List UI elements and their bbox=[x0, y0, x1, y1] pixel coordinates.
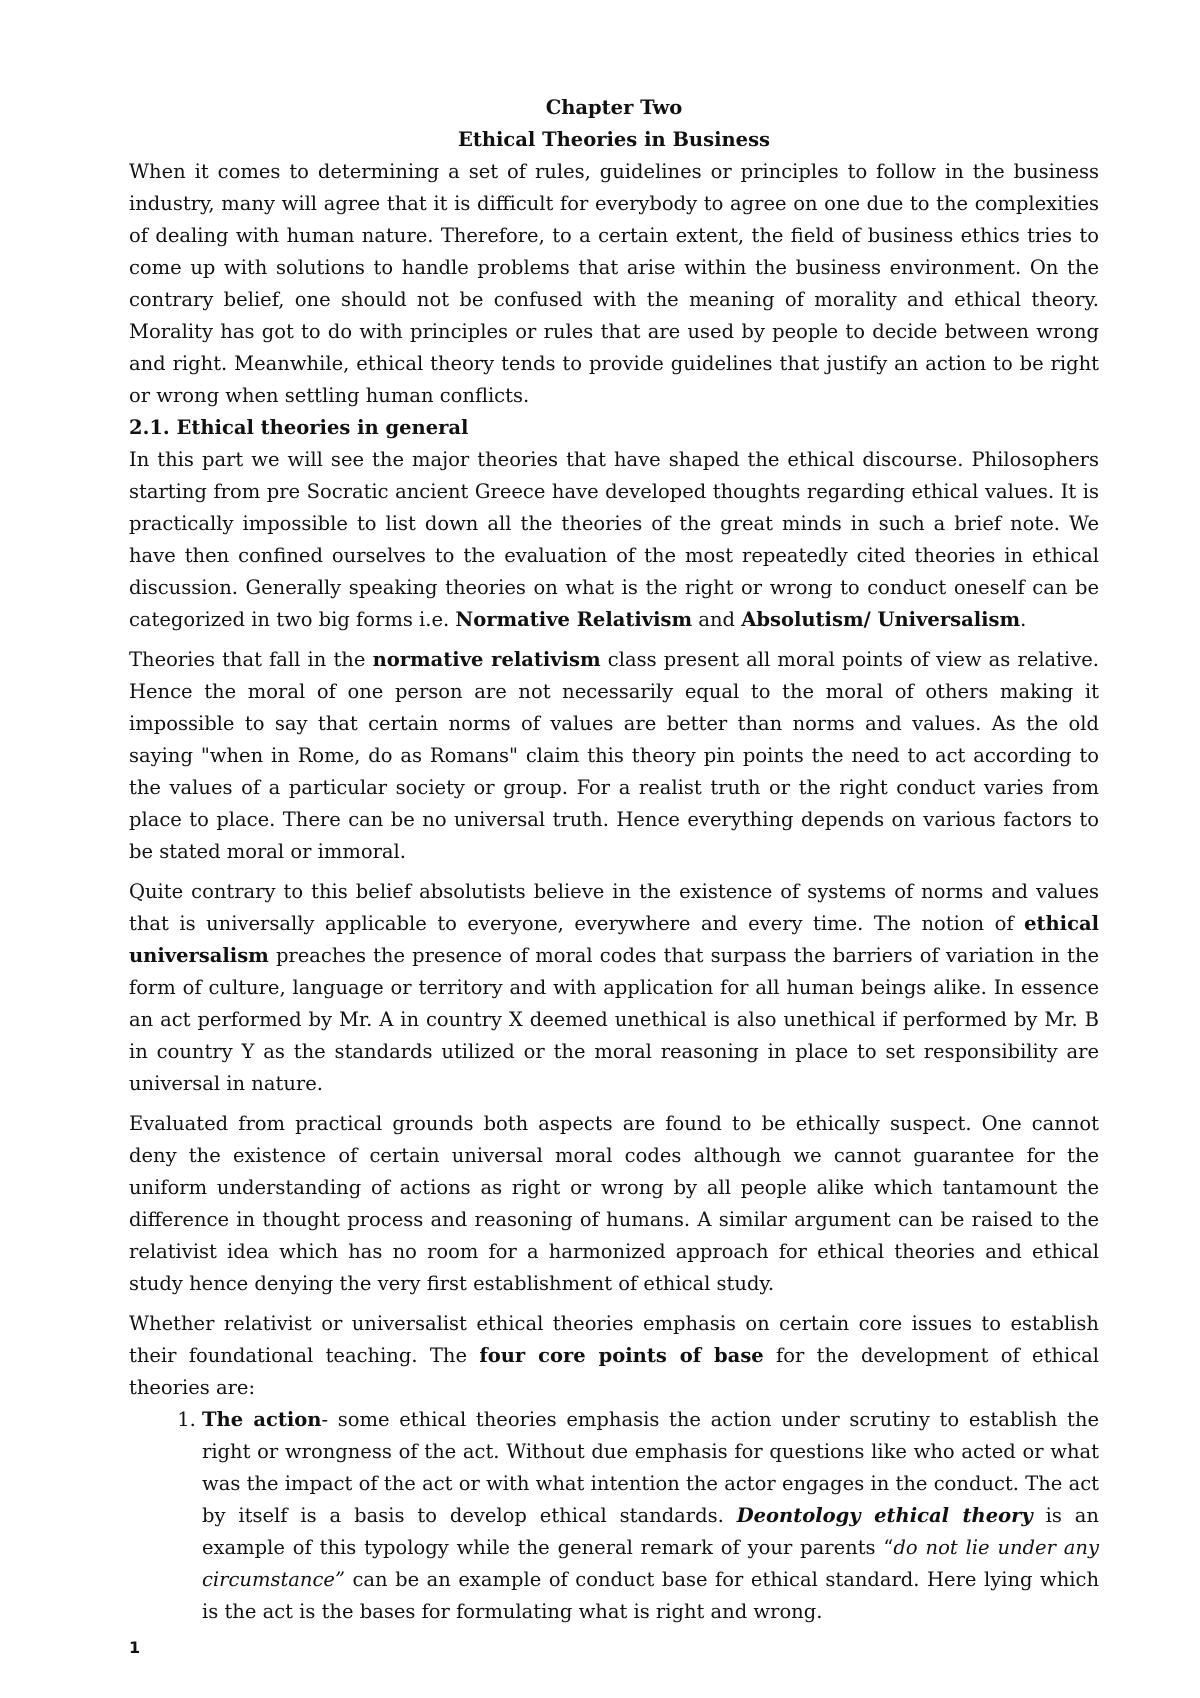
paragraph-text: . bbox=[1020, 608, 1027, 631]
chapter-label: Chapter Two bbox=[545, 96, 683, 119]
paragraph-text: Whether relativist or universalist ethical theories emphasis on certain core issues to establish their foundational teaching. The bbox=[129, 1312, 1099, 1367]
paragraph-evaluation: Evaluated from practical grounds both aspects are found to be ethically suspect. One cannot deny the existence of certain universal moral codes although we cannot guarantee for the uniform understanding of actions as right or wrong by all people alike which tantamount the difference in thought process and reasoning of humans. A similar argument can be raised to the relativist idea which has no room for a harmonized approach for ethical theories and ethical study hence denying the very first establishment of ethical study. bbox=[129, 1112, 1099, 1295]
paragraph-text: for the development of ethical theories are: bbox=[129, 1344, 1099, 1399]
paragraph-theories-overview bbox=[129, 444, 1099, 636]
term-normative-relativism: Normative Relativism bbox=[455, 608, 693, 631]
list-item-term: The action bbox=[202, 1408, 322, 1431]
intro-paragraph: When it comes to determining a set of rules, guidelines or principles to follow in the business industry, many will agree that it is difficult for everybody to agree on one due to the complexities of dealing with human nature. Therefore, to a certain extent, the field of business ethics tries to come up with solutions to handle problems that arise within the business environment. On the contrary belief, one should not be confused with the meaning of morality and ethical theory. Morality has got to do with principles or rules that are used by people to decide between wrong and right. Meanwhile, ethical theory tends to provide guidelines that justify an action to be right or wrong when settling human conflicts. bbox=[129, 160, 1099, 407]
paragraph-text: preaches the presence of moral codes that surpass the barriers of variation in the form of culture, language or territory and with application for all human beings alike. In essence an act performed by Mr. A in country X deemed unethical is also unethical if performed by Mr. B in country Y as the standards utilized or the moral reasoning in place to set responsibility are universal in nature. bbox=[129, 944, 1099, 1095]
list-item-text: is an example of this typology while the general remark of your parents “ bbox=[202, 1504, 1099, 1559]
term-deontology: Deontology ethical theory bbox=[736, 1504, 1033, 1527]
paragraph-text: and bbox=[692, 608, 742, 631]
paragraph-text: class present all moral points of view as relative. Hence the moral of one person are not necessarily equal to the moral of others making it impossible to say that certain norms of values are better than norms and values. As the old saying "when in Rome, do as Romans" claim this theory pin points the need to act according to the values of a particular society or group. For a realist truth or the right conduct varies from place to place. There can be no universal truth. Hence everything depends on various factors to be stated moral or immoral. bbox=[129, 648, 1100, 863]
term-absolutism: Absolutism/ Universalism bbox=[741, 608, 1021, 631]
paragraph-universalism bbox=[129, 876, 1099, 1100]
term-four-core-points: four core points of base bbox=[479, 1344, 764, 1367]
core-points-list bbox=[129, 1404, 1099, 1628]
term-normative-relativism-inline: normative relativism bbox=[372, 648, 601, 671]
list-item bbox=[202, 1404, 1099, 1628]
paragraph-text: In this part we will see the major theories that have shaped the ethical discourse. Philosophers starting from pre Socratic ancient Greece have developed thoughts regarding ethical values. It is practically impossible to list down all the theories of the great minds in such a brief note. We have then confined ourselves to the evaluation of the most repeatedly cited theories in ethical discussion. Generally speaking theories on what is the right or wrong to conduct oneself can be categorized in two big forms i.e. bbox=[129, 448, 1099, 631]
quote-parents: do not lie under any circumstance” bbox=[202, 1536, 1099, 1591]
paragraph-text: Quite contrary to this belief absolutists believe in the existence of systems of norms and values that is universally applicable to everyone, everywhere and every time. The notion of bbox=[129, 880, 1099, 935]
paragraph-relativism bbox=[129, 644, 1099, 868]
section-heading: 2.1. Ethical theories in general bbox=[129, 416, 469, 439]
page-number: 1 bbox=[129, 1638, 141, 1657]
list-item-text: - some ethical theories emphasis the action under scrutiny to establish the right or wrongness of the act. Without due emphasis for questions like who acted or what was the impact of the act or with what intention the actor engages in the conduct. The act by itself is a basis to develop ethical standards. bbox=[202, 1408, 1099, 1527]
paragraph-core-points bbox=[129, 1308, 1099, 1404]
paragraph-text: Theories that fall in the bbox=[129, 648, 373, 671]
page-content bbox=[129, 92, 1099, 1628]
chapter-title: Ethical Theories in Business bbox=[457, 128, 771, 151]
term-ethical-universalism: ethical universalism bbox=[129, 912, 1099, 967]
list-item-text: can be an example of conduct base for ethical standard. Here lying which is the act is the bases for formulating what is right and wrong. bbox=[202, 1568, 1099, 1623]
